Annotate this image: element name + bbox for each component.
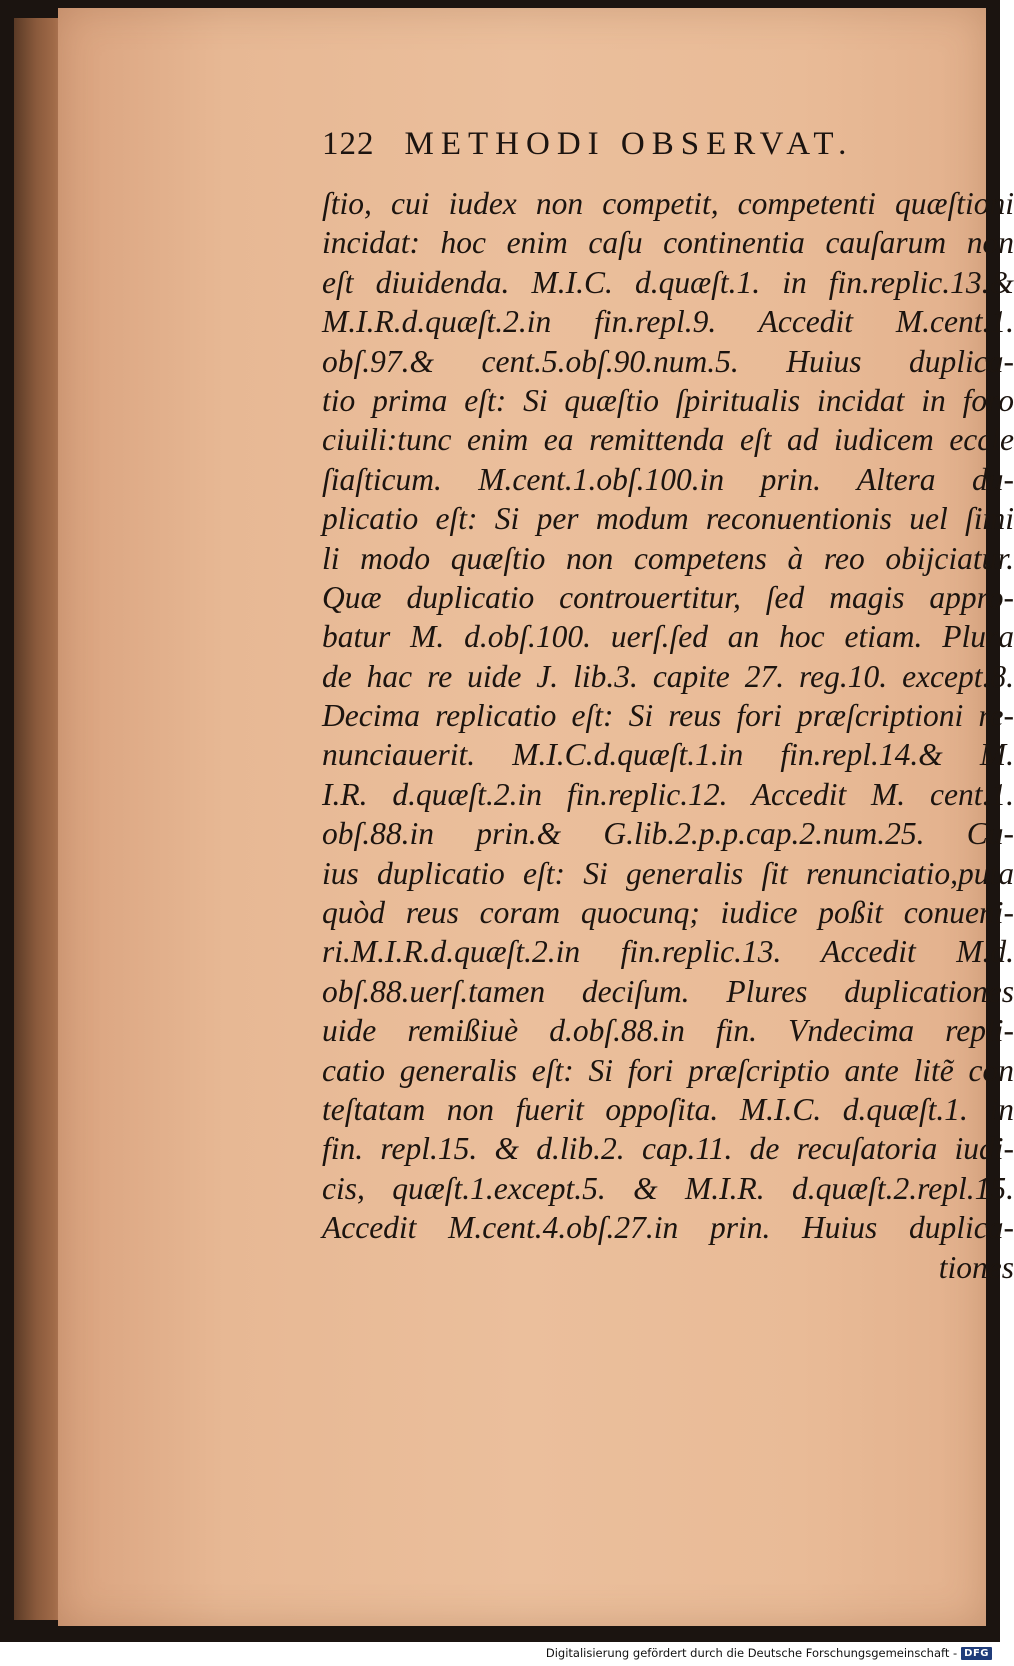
text-line: li modo quæſtio non competens à reo obijciatur. bbox=[322, 540, 1014, 576]
text-line: ciuili:tunc enim ea remittenda eſt ad iudicem eccle bbox=[322, 422, 1014, 458]
text-line: cis, quæſt.1.except.5. & M.I.R. d.quæſt.2.repl.15. bbox=[322, 1170, 1014, 1206]
text-line: M.I.R.d.quæſt.2.in fin.repl.9. Accedit M.cent.1. bbox=[322, 304, 1014, 340]
text-line: ſiaſticum. M.cent.1.obſ.100.in prin. Altera du- bbox=[322, 461, 1014, 497]
text-line: batur M. d.obſ.100. uerſ.ſed an hoc etiam. Plura bbox=[322, 619, 1014, 655]
body-text bbox=[322, 184, 1014, 1287]
digitization-credit bbox=[546, 1646, 992, 1660]
text-line: obſ.97.& cent.5.obſ.90.num.5. Huius duplica- bbox=[322, 343, 1014, 379]
text-line: ſtio, cui iudex non competit, competenti quæſtioni bbox=[322, 186, 1014, 221]
text-line: obſ.88.in prin.& G.lib.2.p.p.cap.2.num.25. Cu- bbox=[322, 816, 1014, 852]
text-line: teſtatam non fuerit oppoſita. M.I.C. d.quæſt.1. in bbox=[322, 1091, 1014, 1127]
text-line: tio prima eſt: Si quæſtio ſpiritualis incidat in foro bbox=[322, 382, 1014, 418]
text-line: Quæ duplicatio controuertitur, ſed magis appro- bbox=[322, 579, 1014, 615]
text-line: quòd reus coram quocunq; iudice poßit conueni- bbox=[322, 895, 1014, 931]
page-content bbox=[322, 126, 1014, 1287]
text-line: obſ.88.uerſ.tamen deciſum. Plures duplicationes bbox=[322, 973, 1014, 1009]
text-line: ius duplicatio eſt: Si generalis ſit renunciatio,puta bbox=[322, 855, 1014, 891]
text-line: I.R. d.quæſt.2.in fin.replic.12. Accedit M. cent.1. bbox=[322, 776, 1014, 812]
text-line: incidat: hoc enim caſu continentia cauſarum non bbox=[322, 225, 1014, 261]
credit-text: Digitalisierung gefördert durch die Deutsche Forschungsgemeinschaft - bbox=[545, 1646, 958, 1660]
book-edge bbox=[14, 18, 64, 1620]
text-line: fin. repl.15. & d.lib.2. cap.11. de recuſatoria iudi- bbox=[322, 1131, 1014, 1167]
page-number: 122 bbox=[322, 126, 375, 162]
catchword: tiones bbox=[938, 1249, 1014, 1285]
running-head bbox=[322, 126, 1014, 174]
text-line: Accedit M.cent.4.obſ.27.in prin. Huius duplica- bbox=[322, 1210, 1014, 1246]
text-line: de hac re uide J. lib.3. capite 27. reg.10. except.8. bbox=[322, 658, 1014, 694]
text-line: nunciauerit. M.I.C.d.quæſt.1.in fin.repl.14.& M. bbox=[322, 737, 1014, 773]
text-line: ri.M.I.R.d.quæſt.2.in fin.replic.13. Accedit M.d. bbox=[322, 934, 1014, 970]
text-line: eſt diuidenda. M.I.C. d.quæſt.1. in fin.replic.13.& bbox=[322, 264, 1014, 300]
text-line: uide remißiuè d.obſ.88.in fin. Vndecima repli- bbox=[322, 1013, 1014, 1049]
dfg-logo: DFG bbox=[961, 1647, 992, 1660]
text-line: catio generalis eſt: Si fori præſcriptio ante litẽ con bbox=[322, 1052, 1014, 1088]
book-page bbox=[58, 8, 1014, 1626]
running-title: METHODI OBSERVAT. bbox=[404, 126, 854, 162]
text-line: plicatio eſt: Si per modum reconuentionis uel ſimi bbox=[322, 501, 1014, 537]
text-line: Decima replicatio eſt: Si reus fori præſcriptioni re- bbox=[322, 698, 1014, 734]
